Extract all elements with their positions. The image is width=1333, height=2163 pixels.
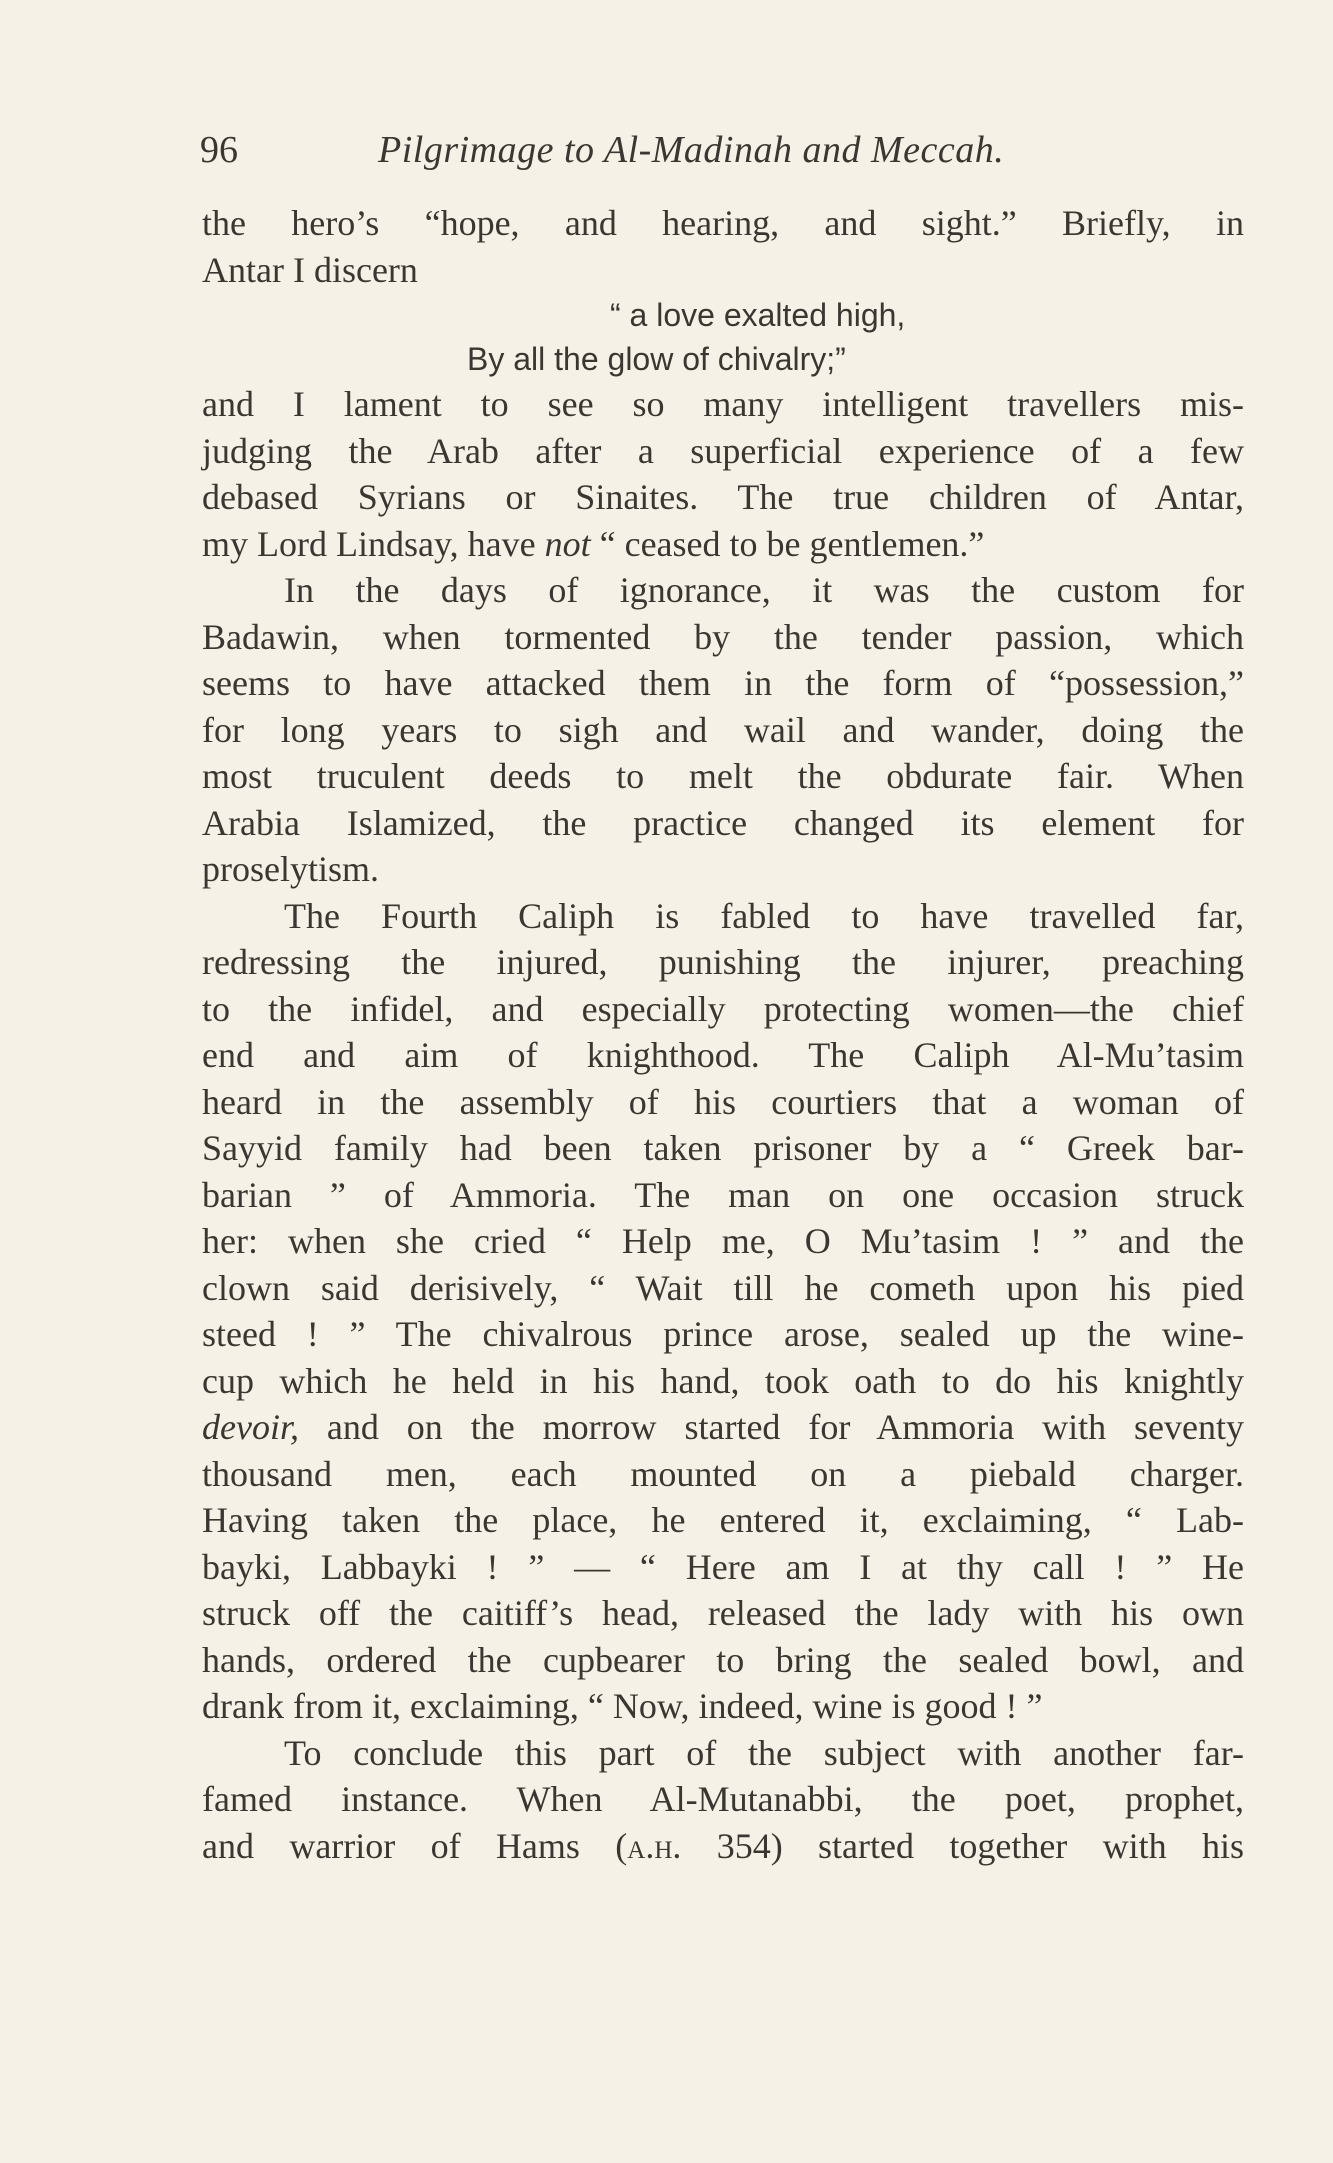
text-line: To conclude this part of the subject with another far- xyxy=(284,1732,1244,1773)
text-line xyxy=(202,1823,1244,1870)
text-run: “ ceased to be gentlemen.” xyxy=(590,523,985,564)
text-line: hands, ordered the cupbearer to bring the sealed bowl, and xyxy=(202,1639,1244,1680)
text-line xyxy=(202,521,1244,568)
text-line: famed instance. When Al-Mutanabbi, the poet, prophet, xyxy=(202,1779,1244,1819)
text-line: judging the Arab after a superficial experience of a few xyxy=(202,430,1244,471)
body-text xyxy=(202,200,1244,1869)
text-line: struck off the caitiff’s head, released the lady with his own xyxy=(202,1593,1244,1633)
text-line: Having taken the place, he entered it, exclaiming, “ Lab- xyxy=(202,1500,1244,1540)
text-line: debased Syrians or Sinaites. The true children of Antar, xyxy=(202,477,1244,517)
text-line: end and aim of knighthood. The Caliph Al-Mu’tasim xyxy=(202,1035,1244,1075)
italic-word: devoir, xyxy=(202,1407,299,1447)
text-line: Antar I discern xyxy=(202,249,418,290)
text-line: bayki, Labbayki ! ” — “ Here am I at thy call ! ” He xyxy=(202,1546,1244,1587)
text-line: for long years to sigh and wail and wander, doing the xyxy=(202,709,1244,750)
text-line: The Fourth Caliph is fabled to have travelled far, xyxy=(284,895,1244,936)
text-line: redressing the injured, punishing the injurer, preaching xyxy=(202,942,1244,982)
page-number: 96 xyxy=(200,129,238,171)
verse-line: By all the glow of chivalry;” xyxy=(467,341,846,377)
text-line: thousand men, each mounted on a piebald charger. xyxy=(202,1453,1244,1494)
text-line: In the days of ignorance, it was the custom for xyxy=(284,570,1244,610)
text-line: the hero’s “hope, and hearing, and sight.” Briefly, in xyxy=(202,203,1244,243)
text-line: most truculent deeds to melt the obdurate fair. When xyxy=(202,756,1244,796)
text-line: her: when she cried “ Help me, O Mu’tasim ! ” and the xyxy=(202,1221,1244,1261)
text-run: and on the morrow started for Ammoria with seventy xyxy=(298,1407,1244,1447)
text-run: my Lord Lindsay, have xyxy=(202,523,545,564)
text-line: heard in the assembly of his courtiers that a woman of xyxy=(202,1081,1244,1122)
text-line: cup which he held in his hand, took oath to do his knightly xyxy=(202,1360,1244,1401)
text-line: Sayyid family had been taken prisoner by a “ Greek bar- xyxy=(202,1128,1244,1168)
text-line: seems to have attacked them in the form of “possession,” xyxy=(202,663,1244,703)
text-line: proselytism. xyxy=(202,849,379,889)
small-caps-abbrev: a.h. xyxy=(627,1825,682,1866)
page-header xyxy=(200,120,1080,180)
text-line: to the infidel, and especially protecting women—the chief xyxy=(202,988,1244,1029)
text-line: barian ” of Ammoria. The man on one occasion struck xyxy=(202,1174,1244,1215)
text-line: Arabia Islamized, the practice changed its element for xyxy=(202,802,1244,843)
text-line: Badawin, when tormented by the tender passion, which xyxy=(202,616,1244,657)
text-run: 354) started together with his xyxy=(681,1825,1244,1866)
text-line: drank from it, exclaiming, “ Now, indeed, wine is good ! ” xyxy=(202,1686,1043,1726)
verse-line: “ a love exalted high, xyxy=(610,297,906,333)
text-line: clown said derisively, “ Wait till he cometh upon his pied xyxy=(202,1267,1244,1308)
italic-word: not xyxy=(544,523,591,564)
running-title: Pilgrimage to Al-Madinah and Meccah. xyxy=(378,129,1005,171)
text-line: and I lament to see so many intelligent travellers mis- xyxy=(202,384,1244,424)
text-line xyxy=(202,1404,1244,1451)
text-line: steed ! ” The chivalrous prince arose, sealed up the wine- xyxy=(202,1314,1244,1354)
text-run: and warrior of Hams ( xyxy=(202,1825,628,1866)
